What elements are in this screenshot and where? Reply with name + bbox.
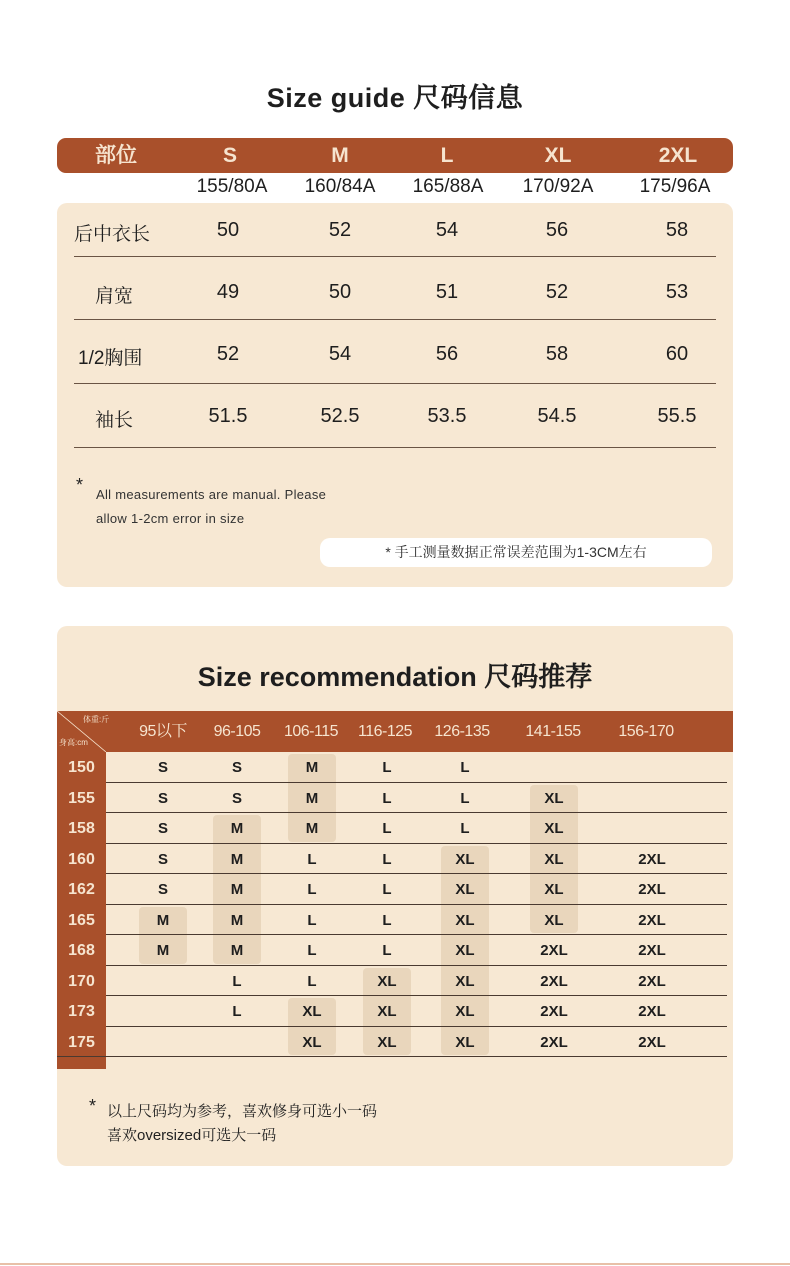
grid-line	[106, 934, 727, 935]
size-cell: L	[382, 789, 392, 807]
size-cell: L	[382, 759, 392, 776]
height-value: 175	[68, 1033, 95, 1051]
measure-row	[57, 327, 733, 387]
corner-height-label: 身高:cm	[59, 738, 88, 747]
size-cell: S	[157, 789, 168, 807]
size-cell: XL	[544, 881, 564, 898]
height-value: 173	[68, 1003, 95, 1020]
size-guide-card	[57, 203, 733, 587]
row-label: 后中衣长	[74, 224, 151, 245]
size-cell: XL	[544, 850, 564, 868]
size-cell: XL	[455, 1003, 475, 1020]
size-cell: 2XL	[638, 942, 666, 959]
size-cell: 2XL	[540, 1033, 568, 1051]
size-cell: XL	[377, 972, 397, 990]
grid-line	[57, 1056, 727, 1057]
size-cell: XL	[455, 881, 475, 898]
cell-value: 58	[665, 219, 689, 241]
height-value: 155	[68, 789, 95, 807]
size-cell: XL	[455, 942, 475, 959]
standard-s: 155/80A	[196, 176, 268, 197]
size-cell: 2XL	[540, 972, 568, 990]
size-cell: M	[230, 881, 244, 898]
height-value: 168	[68, 942, 95, 959]
row-divider	[74, 447, 716, 448]
size-cell: XL	[302, 1003, 322, 1020]
size-cell: L	[460, 759, 470, 776]
height-value: 150	[68, 759, 95, 776]
cell-value: 50	[328, 281, 352, 303]
bottom-divider	[0, 1263, 790, 1265]
height-value: 170	[68, 972, 95, 990]
weight-header-row	[57, 711, 733, 752]
size-cell: L	[232, 972, 242, 990]
cell-value: 49	[216, 281, 240, 303]
weight-col: 95以下	[139, 723, 187, 740]
cell-value: 51.5	[208, 405, 248, 427]
header-size-s: S	[222, 144, 237, 167]
size-cell: L	[460, 820, 470, 837]
grid-line	[106, 1026, 727, 1027]
size-cell: L	[307, 942, 317, 959]
size-cell: 2XL	[638, 881, 666, 898]
size-cell: L	[382, 850, 392, 868]
header-size-m: M	[331, 144, 349, 167]
cell-value: 52	[328, 219, 352, 241]
grid-line	[106, 843, 727, 844]
measure-row	[57, 389, 733, 449]
size-cell: S	[231, 759, 242, 776]
size-cell: XL	[544, 789, 564, 807]
size-cell: M	[230, 942, 244, 959]
note-line: allow 1-2cm error in size	[96, 511, 245, 526]
note-line: All measurements are manual. Please	[96, 487, 327, 502]
size-recommendation-title: Size recommendation 尺码推荐	[197, 662, 593, 692]
cell-value: 54	[435, 219, 459, 241]
height-value: 158	[68, 820, 95, 837]
grid-line	[106, 782, 727, 783]
standard-xl: 170/92A	[522, 176, 594, 197]
size-cell: 2XL	[638, 1033, 666, 1051]
size-cell: S	[157, 881, 168, 898]
standard-l: 165/88A	[412, 176, 484, 197]
cell-value: 56	[545, 219, 569, 241]
cell-value: 56	[435, 343, 459, 365]
row-divider	[74, 256, 716, 257]
note-asterisk: *	[89, 1096, 97, 1116]
size-cell: M	[230, 850, 244, 868]
header-size-2xl: 2XL	[658, 144, 698, 167]
cell-value: 54.5	[537, 405, 577, 427]
height-value: 160	[68, 850, 95, 868]
height-value: 162	[68, 881, 95, 898]
size-cell: L	[232, 1003, 242, 1020]
size-cell: L	[382, 911, 392, 929]
size-cell: L	[307, 972, 317, 990]
size-guide-header	[57, 138, 733, 173]
measure-row	[57, 265, 733, 325]
row-label: 1/2胸围	[78, 348, 143, 369]
size-cell: S	[157, 820, 168, 837]
size-cell: M	[305, 789, 319, 807]
weight-col: 126-135	[434, 723, 490, 740]
size-guide-title: Size guide 尺码信息	[266, 83, 524, 113]
size-cell: S	[157, 850, 168, 868]
size-cell: S	[157, 759, 168, 776]
header-size-l: L	[440, 144, 454, 167]
cell-value: 60	[665, 343, 689, 365]
row-label: 袖长	[95, 410, 134, 431]
size-cell: 2XL	[540, 942, 568, 959]
size-cell: L	[382, 820, 392, 837]
weight-col: 156-170	[618, 723, 674, 740]
corner-weight-label: 体重:斤	[83, 715, 110, 724]
size-cell: 2XL	[638, 1003, 666, 1020]
measurement-note-cn: * 手工测量数据正常误差范围为1-3CM左右	[320, 538, 712, 567]
size-cell: M	[305, 820, 319, 837]
measurement-note-en	[96, 483, 326, 531]
height-value: 165	[68, 911, 95, 929]
cell-value: 52	[216, 343, 240, 365]
row-divider	[74, 383, 716, 384]
size-cell: M	[230, 820, 244, 837]
note-line: 喜欢oversized可选大一码	[107, 1127, 277, 1144]
size-cell: 2XL	[638, 972, 666, 990]
weight-col: 96-105	[213, 723, 261, 740]
row-label: 肩宽	[95, 286, 134, 307]
size-cell: M	[156, 911, 170, 929]
standard-m: 160/84A	[304, 176, 376, 197]
cell-value: 51	[435, 281, 459, 303]
standard-2xl: 175/96A	[639, 176, 711, 197]
weight-col: 116-125	[357, 723, 413, 740]
size-cell: XL	[455, 850, 475, 868]
header-size-xl: XL	[544, 144, 572, 167]
weight-col: 141-155	[525, 723, 581, 740]
note-asterisk: *	[76, 475, 84, 495]
size-cell: M	[156, 942, 170, 959]
size-cell: XL	[544, 911, 564, 929]
size-cell: 2XL	[540, 1003, 568, 1020]
size-cell: XL	[455, 1033, 475, 1051]
row-divider	[74, 319, 716, 320]
cell-value: 58	[545, 343, 569, 365]
measure-row	[57, 203, 733, 263]
cell-value: 53	[665, 281, 689, 303]
size-cell: L	[382, 881, 392, 898]
cell-value: 53.5	[427, 405, 467, 427]
grid-line	[106, 965, 727, 966]
size-recommendation-card	[57, 626, 733, 1166]
size-cell: XL	[377, 1033, 397, 1051]
note-line: 以上尺码均为参考，喜欢修身可选小一码	[107, 1103, 378, 1120]
size-cell: L	[382, 942, 392, 959]
size-cell: XL	[455, 911, 475, 929]
size-cell: XL	[544, 820, 564, 837]
grid-line	[106, 873, 727, 874]
grid-line	[106, 995, 727, 996]
size-cell: XL	[377, 1003, 397, 1020]
size-cell: M	[230, 911, 244, 929]
header-label-part: 部位	[95, 144, 137, 167]
size-cell: XL	[302, 1033, 322, 1051]
grid-line	[106, 904, 727, 905]
size-cell: L	[307, 911, 317, 929]
cell-value: 55.5	[657, 405, 697, 427]
weight-col: 106-115	[283, 723, 339, 740]
size-cell: XL	[455, 972, 475, 990]
size-cell: L	[460, 789, 470, 807]
grid-line	[106, 812, 727, 813]
cell-value: 54	[328, 343, 352, 365]
recommendation-note	[107, 1100, 377, 1148]
size-cell: L	[307, 881, 317, 898]
cell-value: 50	[216, 219, 240, 241]
size-cell: 2XL	[638, 850, 666, 868]
size-cell: M	[305, 759, 319, 776]
size-cell: L	[307, 850, 317, 868]
cell-value: 52	[545, 281, 569, 303]
cell-value: 52.5	[320, 405, 360, 427]
size-cell: S	[231, 789, 242, 807]
size-cell: 2XL	[638, 911, 666, 929]
